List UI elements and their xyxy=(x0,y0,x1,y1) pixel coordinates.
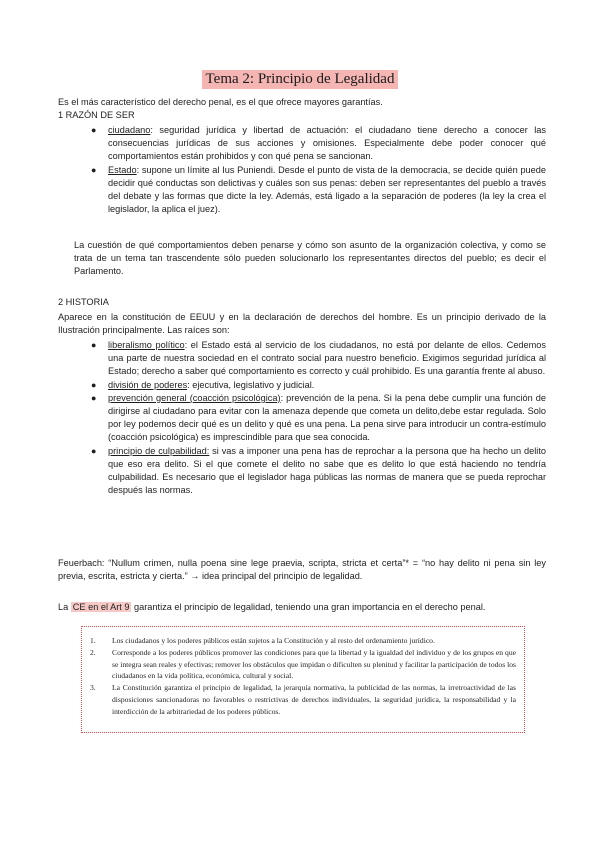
bullet-text: : el Estado está al servicio de los ciudadanos, no está por delante de ellos. Cedemos una parte de nuestra sociedad en el contrato social para nuestro beneficio. Exigimos seguridad jurídica al Estado; derecho a saber qué comportamiento es correcto y cuál prohibido. Es una garantía frente al abuso. xyxy=(108,340,547,377)
bullet-text: : prevención de la pena. Si la pena debe cumplir una función de dirigirse al ciudadano para evitar con la amenaza depende que cometa un delito,debe estar regulada. Solo por ley podemos decir qué es un delito y qué es una pena. La pena sirve para introducir un contra-estímulo (coacción psicológica) es imprescindible para que sea conocida. xyxy=(108,392,546,443)
article-text: Corresponde a los poderes públicos promover las condiciones para que la libertad y la igualdad del individuo y de los grupos en que se integra sean reales y efectivas; remover los obstáculos que impidan o dificulten su plenitud y facilitar la participación de todos los ciudadanos en la vida política, económica, cultural y social. xyxy=(112,647,516,681)
bullet-icon: ● xyxy=(91,125,97,135)
bullet-icon: ● xyxy=(91,164,97,175)
section2-bullets xyxy=(58,339,546,497)
section2-heading: 2 HISTORIA xyxy=(58,297,109,307)
list-item xyxy=(58,392,546,445)
page-title: Tema 2: Principio de Legalidad xyxy=(202,70,399,89)
bullet-icon: ● xyxy=(91,445,97,456)
bullet-text: : ejecutiva, legislativo y judicial. xyxy=(187,379,315,390)
constitution-quote-box xyxy=(81,626,525,733)
list-item xyxy=(90,647,516,682)
list-item xyxy=(58,339,546,379)
article-number: 3. xyxy=(90,683,96,693)
list-item xyxy=(58,379,546,392)
section1-bullets xyxy=(58,124,546,216)
bullet-term: Estado xyxy=(108,164,137,175)
feuerbach-paragraph: Feuerbach: “Nullum crimen, nulla poena sine lege praevia, scripta, stricta et certa”* = “no hay delito ni pena sin ley previa, escrita, estricta y cierta.” → idea principal del principio de legalidad. xyxy=(58,558,546,582)
list-item xyxy=(58,124,546,164)
bullet-icon: ● xyxy=(91,392,97,403)
ce-pre: La xyxy=(58,602,71,612)
list-item xyxy=(90,682,516,717)
title-wrap xyxy=(0,70,600,89)
article-number: 2. xyxy=(90,647,96,657)
bullet-icon: ● xyxy=(91,379,97,390)
bullet-text: si vas a imponer una pena has de reprochar a la persona que ha hecho un delito que eso era delito. Si el que comete el delito no sabe que es delito lo que está haciendo no tendría culpabilidad. Es necesario que el legislador haga públicas las normas de manera que se pueda reprochar después las normas. xyxy=(108,445,546,496)
section1-closing: La cuestión de qué comportamientos deben penarse y cómo son asunto de la organización colectiva, y como se trata de un tema tan trascendente sólo pueden solucionarlo los representantes directos del pueblo; es decir el Parlamento. xyxy=(74,240,546,277)
bullet-text: : supone un límite al Ius Puniendi. Desde el punto de vista de la democracia, se decide quién puede decidir qué conductas son delictivas y cuáles son sus penas: deben ser representantes del pueblo a través del debate y las formas que dicte la ley. Además, está ligado a la separación de poderes (la ley la crea el legislador, la aplica el juez). xyxy=(108,164,546,215)
section1-heading: 1 RAZÓN DE SER xyxy=(58,110,135,120)
bullet-term: liberalismo político xyxy=(108,340,185,350)
bullet-term: principio de culpabilidad: xyxy=(108,445,210,456)
bullet-term: prevención general (coacción psicológica) xyxy=(108,392,281,403)
article-text: La Constitución garantiza el principio de legalidad, la jerarquía normativa, la publicidad de las normas, la irretroactividad de las disposiciones sancionadoras no favorables o restrictivas de derechos individuales, la seguridad jurídica, la responsabilidad y la interdicción de la arbitrariedad de los poderes públicos. xyxy=(112,683,516,716)
list-item xyxy=(90,635,516,647)
bullet-text: : seguridad jurídica y libertad de actuación: el ciudadano tiene derecho a conocer las consecuencias jurídicas de sus acciones y omisiones. Especialmente debe poder conocer qué comportamientos están prohibidos y con qué pena se sancionan. xyxy=(108,125,546,162)
intro-paragraph: Es el más característico del derecho penal, es el que ofrece mayores garantías. xyxy=(58,97,383,107)
section2-intro: Aparece en la constitución de EEUU y en la declaración de derechos del hombre. Es un principio derivado de la Ilustración principalmente. Las raíces son: xyxy=(58,312,546,336)
ce-paragraph xyxy=(58,601,546,614)
article-text: Los ciudadanos y los poderes públicos están sujetos a la Constitución y al resto del ordenamiento jurídico. xyxy=(112,636,435,645)
list-item xyxy=(58,445,546,498)
constitution-articles xyxy=(90,635,516,718)
bullet-term: división de poderes xyxy=(108,379,188,390)
bullet-icon: ● xyxy=(91,340,97,350)
article-number: 1. xyxy=(90,636,96,645)
ce-post: garantiza el principio de legalidad, teniendo una gran importancia en el derecho penal. xyxy=(131,602,486,612)
list-item xyxy=(58,164,546,217)
bullet-term: ciudadano xyxy=(108,125,151,135)
ce-highlight: CE en el Art 9 xyxy=(72,602,130,612)
